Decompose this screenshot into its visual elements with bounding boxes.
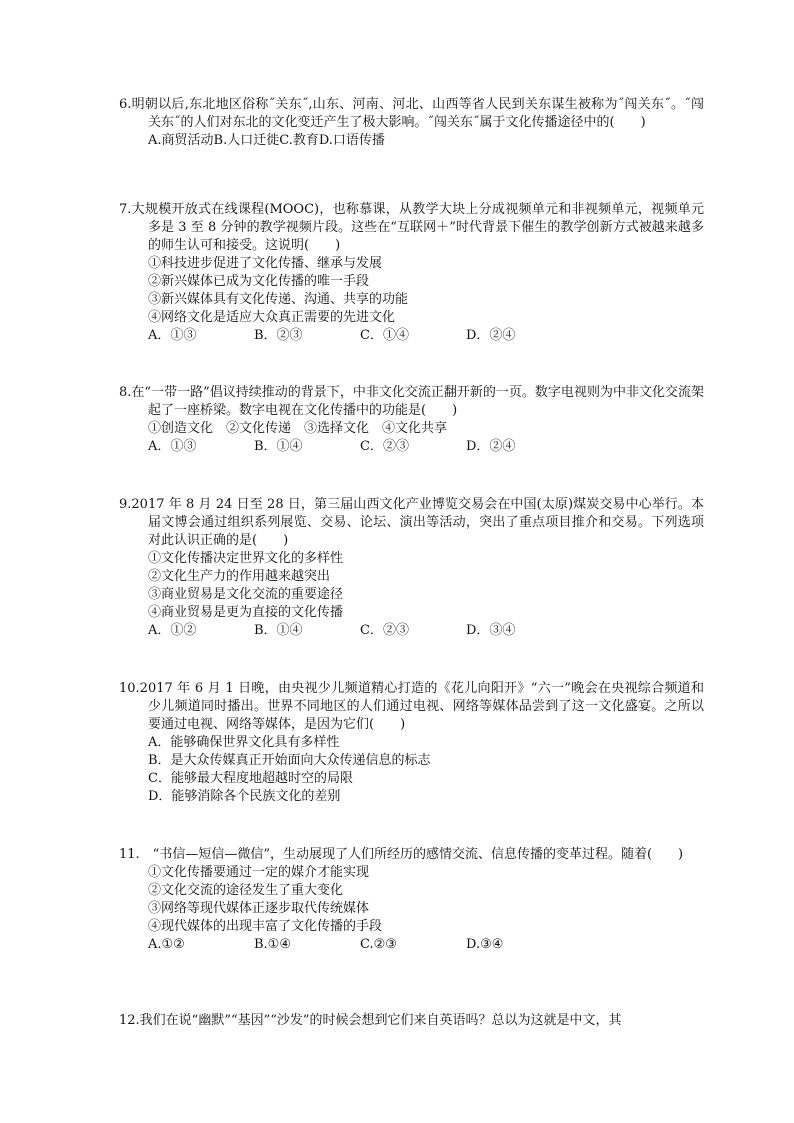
option-a: A.①② xyxy=(148,937,185,952)
option-a: A．①② xyxy=(148,623,197,638)
question-7-statement-3: ③新兴媒体具有文化传递、沟通、共享的功能 xyxy=(148,292,409,307)
question-7 xyxy=(119,201,704,345)
question-11-statement-3: ③网络等现代媒体正逐步取代传统媒体 xyxy=(148,901,370,916)
question-11-stem: 11. “书信—短信—微信”，生动展现了人们所经历的感情交流、信息传播的变革过程。随着( ) xyxy=(119,847,684,862)
option-a: A．①③ xyxy=(148,328,197,343)
question-9-statement-2: ②文化生产力的作用越来越突出 xyxy=(148,569,331,584)
question-6 xyxy=(119,96,704,150)
option-b: B．①④ xyxy=(254,623,303,638)
question-10-option-c: C．能够最大程度地超越时空的局限 xyxy=(148,771,353,786)
option-c: C.②③ xyxy=(360,937,397,952)
question-7-statement-4: ④网络文化是适应大众真正需要的先进文化 xyxy=(148,310,396,325)
question-9-statement-3: ③商业贸易是文化交流的重要途径 xyxy=(148,587,344,602)
question-10 xyxy=(119,680,704,806)
option-c: C．②③ xyxy=(360,623,409,638)
question-8-options xyxy=(119,438,704,456)
question-12-stem: 12.我们在说“幽默”“基因”“沙发”的时候会想到它们来自英语吗？总以为这就是中文，其 xyxy=(119,1013,622,1028)
option-a: A．①③ xyxy=(148,439,197,454)
option-b: B．②③ xyxy=(254,328,303,343)
question-10-option-a: A．能够确保世界文化具有多样性 xyxy=(148,735,340,750)
question-10-option-b: B．是大众传媒真正开始面向大众传递信息的标志 xyxy=(148,753,431,768)
question-11-options xyxy=(119,936,704,954)
question-7-statement-1: ①科技进步促进了文化传播、继承与发展 xyxy=(148,256,383,271)
question-8-statement-1: ①创造文化 ②文化传递 ③选择文化 ④文化共享 xyxy=(148,421,448,436)
option-c: C．②③ xyxy=(360,439,409,454)
question-6-stem: 6.明朝以后,东北地区俗称˝关东˝,山东、河南、河北、山西等省人民到关东谋生被称为˝闯关东˝。˝闯关东˝的人们对东北的文化变迁产生了极大影响。˝闯关东˝属于文化传播途径中的( ) xyxy=(119,97,704,130)
question-10-option-d: D．能够消除各个民族文化的差别 xyxy=(148,789,341,804)
question-10-stem: 10.2017 年 6 月 1 日晚，由央视少儿频道精心打造的《花儿向阳开》“六一”晚会在央视综合频道和少儿频道同时播出。世界不同地区的人们通过电视、网络等媒体品尝到了这一文化盛宴。之所以要通过电视、网络等媒体，是因为它们( ) xyxy=(119,681,704,732)
question-12 xyxy=(119,1012,704,1030)
question-9-statement-1: ①文化传播决定世界文化的多样性 xyxy=(148,551,344,566)
question-11-statement-4: ④现代媒体的出现丰富了文化传播的手段 xyxy=(148,919,383,934)
option-d: D．②④ xyxy=(466,439,516,454)
question-6-options: A.商贸活动B.人口迁徙C.教育D.口语传播 xyxy=(148,133,385,148)
question-7-statement-2: ②新兴媒体已成为文化传播的唯一手段 xyxy=(148,274,370,289)
question-8-stem: 8.在“一带一路”倡议持续推动的背景下，中非文化交流正翻开新的一页。数字电视则为中非文化交流架起了一座桥梁。数字电视在文化传播中的功能是( ) xyxy=(119,385,704,418)
question-9-options xyxy=(119,622,704,640)
question-9-statement-4: ④商业贸易是更为直接的文化传播 xyxy=(148,605,344,620)
question-7-stem: 7.大规模开放式在线课程(MOOC)，也称慕课，从教学大块上分成视频单元和非视频单元，视频单元多是 3 至 8 分钟的教学视频片段。这些在“互联网＋”时代背景下催生的教学创新方式被越来越多的师生认可和接受。这说明( ) xyxy=(119,202,704,253)
option-d: D．③④ xyxy=(466,623,516,638)
question-9-stem: 9.2017 年 8 月 24 日至 28 日，第三届山西文化产业博览交易会在中国(太原)煤炭交易中心举行。本届文博会通过组织系列展览、交易、论坛、演出等活动，突出了重点项目推介和交易。下列选项对此认识正确的是( ) xyxy=(119,497,704,548)
question-8 xyxy=(119,384,704,456)
option-b: B．①④ xyxy=(254,439,303,454)
option-d: D．②④ xyxy=(466,328,516,343)
question-9 xyxy=(119,496,704,640)
option-c: C．①④ xyxy=(360,328,409,343)
option-d: D.③④ xyxy=(466,937,504,952)
question-7-options xyxy=(119,327,704,345)
question-11-statement-2: ②文化交流的途径发生了重大变化 xyxy=(148,883,344,898)
option-b: B.①④ xyxy=(254,937,291,952)
question-11 xyxy=(119,846,704,954)
question-11-statement-1: ①文化传播要通过一定的媒介才能实现 xyxy=(148,865,370,880)
